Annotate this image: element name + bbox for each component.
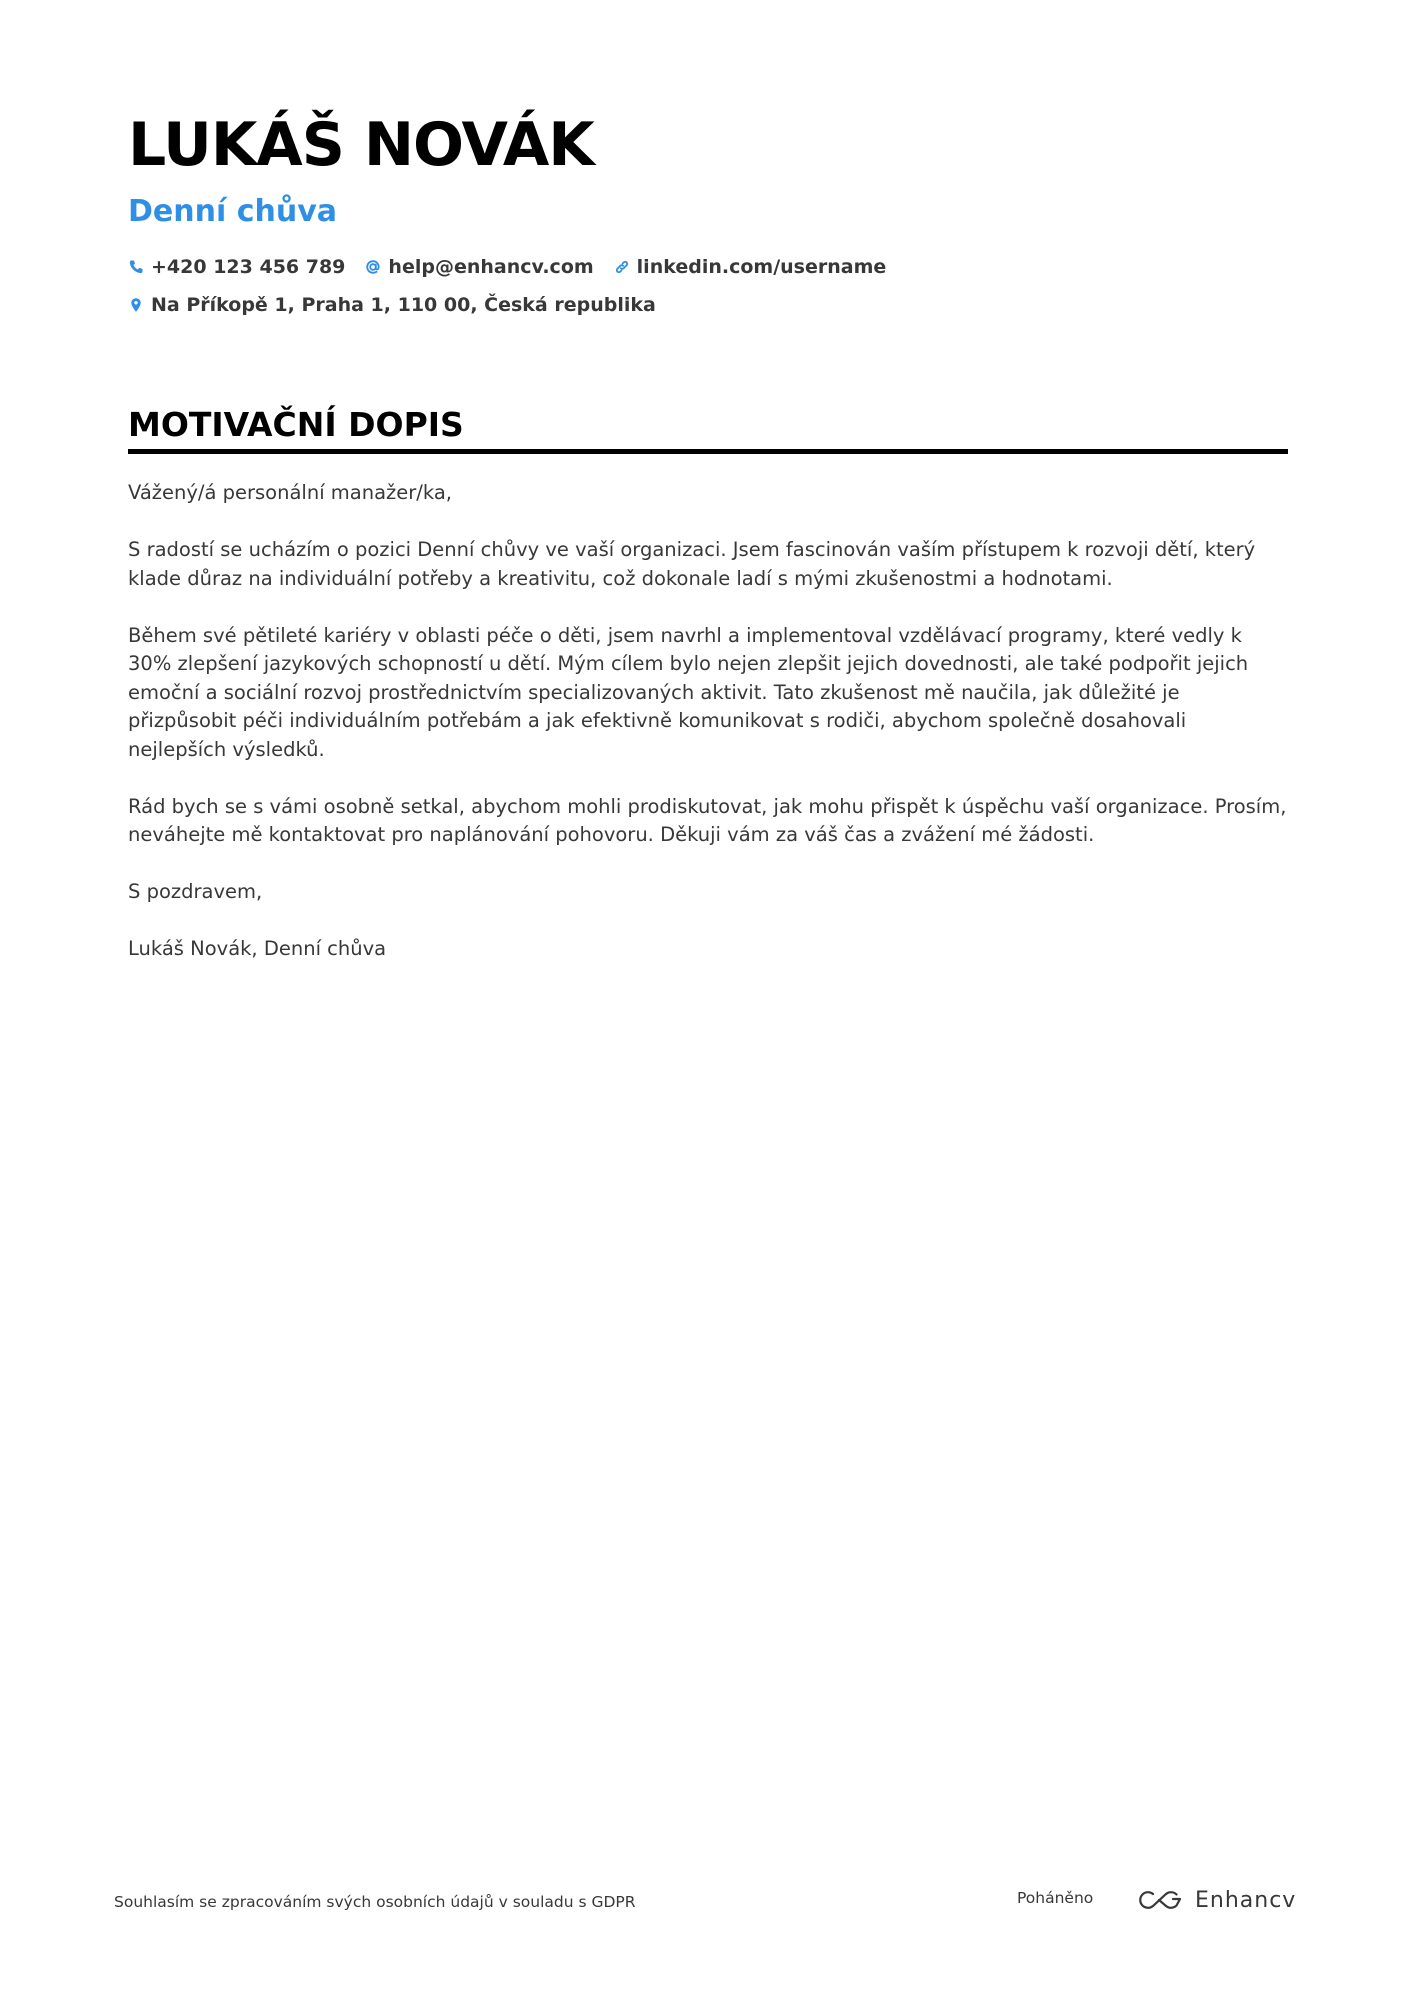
at-icon: [365, 259, 381, 275]
enhancv-brand[interactable]: [1137, 1887, 1296, 1913]
enhancv-logo-icon: [1137, 1887, 1183, 1913]
contact-row-address: [128, 286, 1288, 324]
letter-body: [128, 479, 1288, 992]
section-title: MOTIVAČNÍ DOPIS: [128, 405, 464, 444]
letter-salutation: Vážený/á personální manažer/ka,: [128, 481, 452, 504]
gdpr-consent-text: Souhlasím se zpracováním svých osobních údajů v souladu s GDPR: [114, 1893, 636, 1911]
contact-phone[interactable]: [128, 256, 345, 278]
contact-address: [128, 294, 656, 316]
letter-closing: S pozdravem,: [128, 880, 263, 903]
section-divider: [128, 449, 1288, 454]
enhancv-brand-name: Enhancv: [1195, 1887, 1297, 1913]
letter-paragraph: Rád bych se s vámi osobně setkal, abychom mohli prodiskutovat, jak mohu přispět k úspěchu vaší organizace. Prosím, neváhejte mě kontaktovat pro naplánování pohovoru. Děkuji vám za váš čas a zvážení mé žádosti.: [128, 794, 1287, 846]
candidate-role: Denní chůva: [128, 194, 337, 229]
letter-paragraph: Během své pětileté kariéry v oblasti péče o děti, jsem navrhl a implementoval vzdělávací programy, které vedly k 30% zlepšení jazykových schopností u dětí. Mým cílem bylo nejen zlepšit jejich dovednosti, ale také podpořit jejich emoční a sociální rozvoj prostřednictvím specializovaných aktivit. Tato zkušenost mě naučila, jak důležité je přizpůsobit péči individuálním potřebám a jak efektivně komunikovat s rodiči, abychom společně dosahovali nejlepších výsledků.: [128, 623, 1249, 761]
powered-by-label: Poháněno: [1017, 1889, 1094, 1907]
location-pin-icon: [128, 297, 144, 313]
letter-paragraph: S radostí se ucházím o pozici Denní chůvy ve vaší organizaci. Jsem fascinován vaším přístupem k rozvoji dětí, který klade důraz na individuální potřeby a kreativitu, což dokonale ladí s mými zkušenostmi a hodnotami.: [128, 538, 1256, 590]
link-icon: [614, 259, 630, 275]
linkedin-text: linkedin.com/username: [636, 256, 887, 278]
phone-text: +420 123 456 789: [151, 256, 346, 278]
letter-signature: Lukáš Novák, Denní chůva: [128, 937, 387, 960]
phone-icon: [128, 259, 144, 275]
address-text: Na Příkopě 1, Praha 1, 110 00, Česká republika: [151, 294, 656, 316]
contact-email[interactable]: [365, 256, 593, 278]
candidate-name: LUKÁŠ NOVÁK: [128, 110, 594, 180]
email-text: help@enhancv.com: [388, 256, 594, 278]
contact-linkedin[interactable]: [614, 256, 887, 278]
contact-row-primary: [128, 248, 1288, 286]
header: [128, 100, 1288, 324]
